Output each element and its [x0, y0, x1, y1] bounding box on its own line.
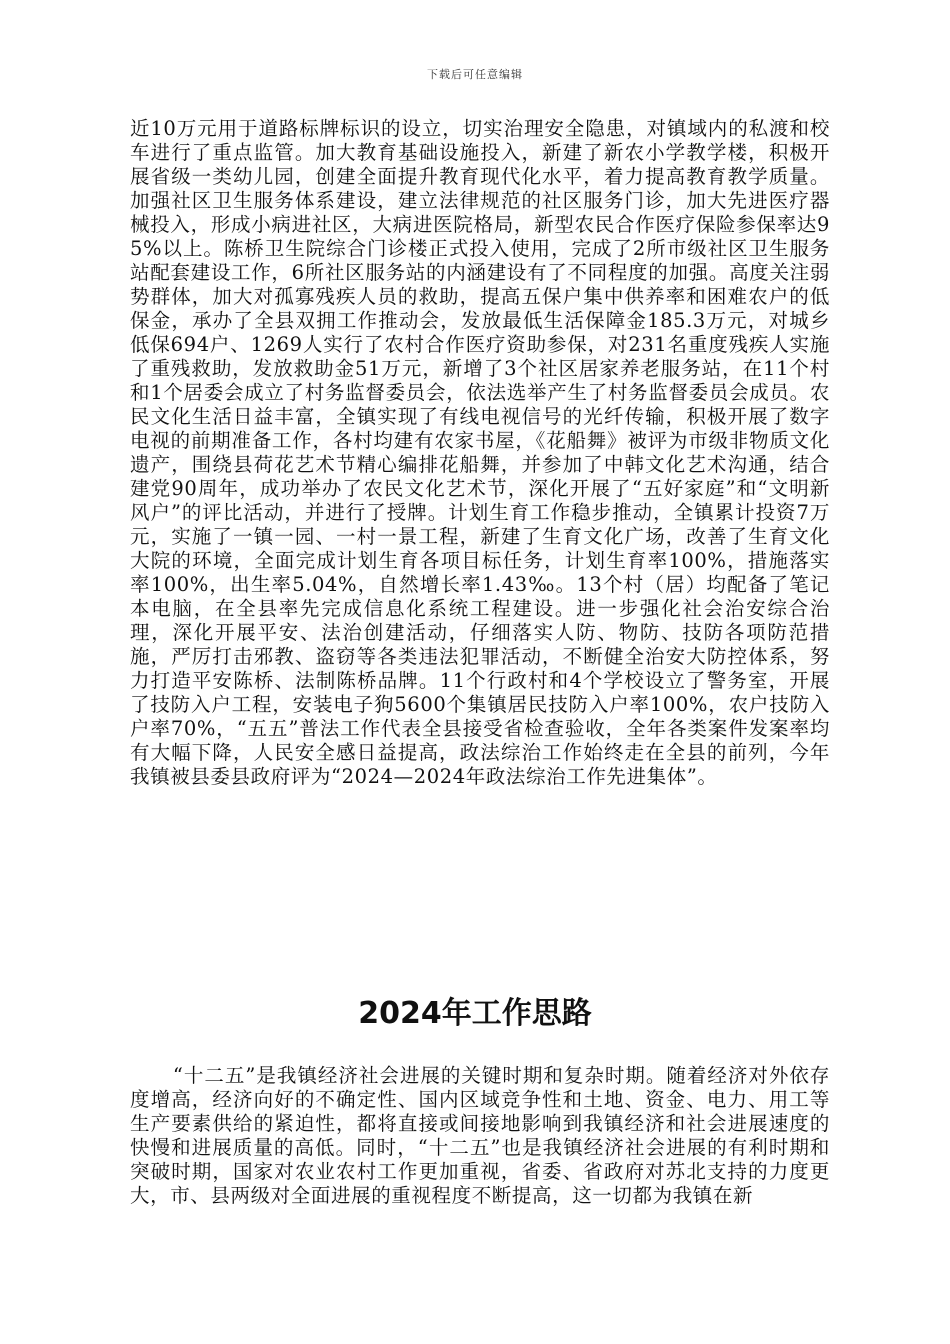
body-paragraph-2: “十二五”是我镇经济社会进展的关键时期和复杂时期。随着经济对外依存度增高，经济向好的不确定性、国内区域竞争性和土地、资金、电力、用工等生产要素供给的紧迫性，都将直接或间接地影响到我镇经济和社会进展速度的快慢和进展质量的高低。同时，“十二五”也是我镇经济社会进展的有利时期和突破时期，国家对农业农村工作更加重视，省委、省政府对苏北支持的力度更大，市、县两级对全面进展的重视程度不断提高，这一切都为我镇在新 — [130, 1064, 830, 1207]
section-heading: 2024年工作思路 — [358, 996, 592, 1031]
body-paragraph-1: 近10万元用于道路标牌标识的设立，切实治理安全隐患，对镇域内的私渡和校车进行了重点监管。加大教育基础设施投入，新建了新农小学教学楼，积极开展省级一类幼儿园，创建全面提升教育现代化水平，着力提高教育教学质量。加强社区卫生服务体系建设，建立法律规范的社区服务门诊，加大先进医疗器械投入，形成小病进社区，大病进医院格局，新型农民合作医疗保险参保率达95%以上。陈桥卫生院综合门诊楼正式投入使用，完成了2所市级社区卫生服务站配套建设工作，6所社区服务站的内涵建设有了不同程度的加强。高度关注弱势群体，加大对孤寡残疾人员的救助，提高五保户集中供养率和困难农户的低保金，承办了全县双拥工作推动会，发放最低生活保障金185.3万元，对城乡低保694户、1269人实行了农村合作医疗资助参保，对231名重度残疾人实施了重残救助，发放救助金51万元，新增了3个社区居家养老服务站，在11个村和1个居委会成立了村务监督委员会，依法选举产生了村务监督委员会成员。农民文化生活日益丰富，全镇实现了有线电视信号的光纤传输，积极开展了数字电视的前期准备工作，各村均建有农家书屋，《花船舞》被评为市级非物质文化遗产，围绕县荷花艺术节精心编排花船舞，并参加了中韩文化艺术沟通，结合建党90周年，成功举办了农民文化艺术节，深化开展了“五好家庭”和“文明新风户”的评比活动，并进行了授牌。计划生育工作稳步推动，全镇累计投资7万元，实施了一镇一园、一村一景工程，新建了生育文化广场，改善了生育文化大院的环境，全面完成计划生育各项目标任务，计划生育率100%，措施落实率100%，出生率5.04%，自然增长率1.43‰。13个村（居）均配备了笔记本电脑，在全县率先完成信息化系统工程建设。进一步强化社会治安综合治理，深化开展平安、法治创建活动，仔细落实人防、物防、技防各项防范措施，严厉打击邪教、盗窃等各类违法犯罪活动，不断健全治安大防控体系，努力打造平安陈桥、法制陈桥品牌。11个行政村和4个学校设立了警务室，开展了技防入户工程，安装电子狗5600个集镇居民技防入户率100%，农户技防入户率70%，“五五”普法工作代表全县接受省检查验收，全年各类案件发案率均有大幅下降，人民安全感日益提高，政法综治工作始终走在全县的前列，今年我镇被县委县政府评为“2024—2024年政法综治工作先进集体”。 — [130, 117, 830, 788]
page-header-note: 下载后可任意编辑 — [427, 68, 523, 81]
